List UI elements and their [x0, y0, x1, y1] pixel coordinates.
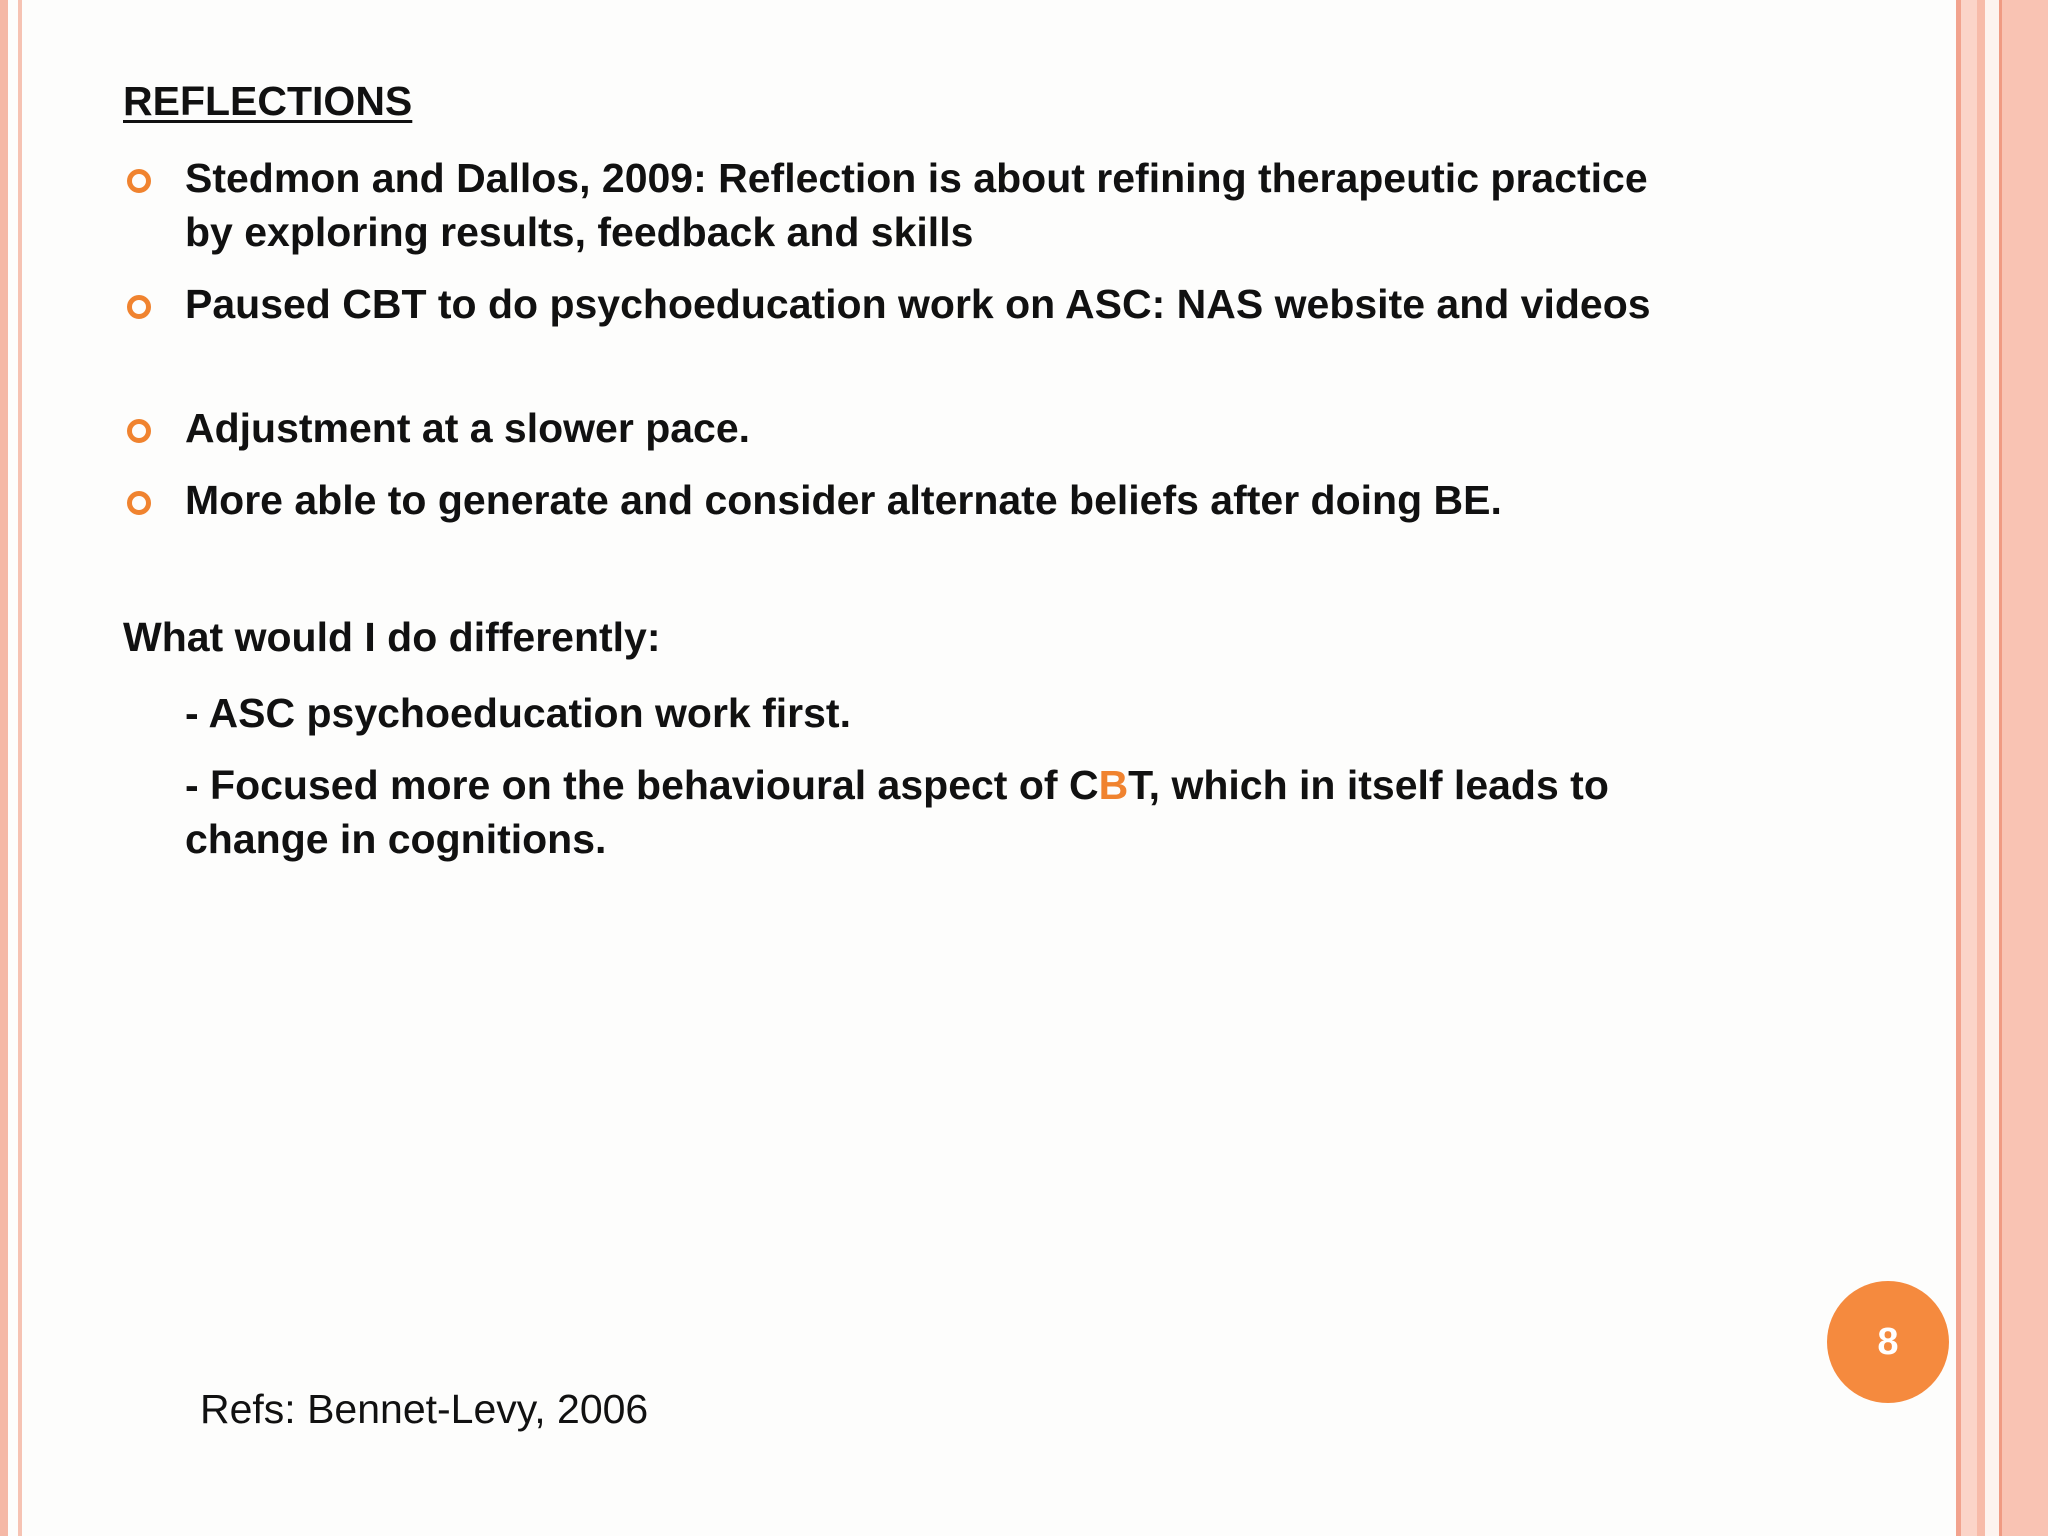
bullet-item [123, 473, 1703, 527]
page-number-badge: 8 [1827, 1281, 1949, 1403]
right-border-stripe [2002, 0, 2048, 1536]
differently-item-text: T, which in itself leads to change in cognitions. [185, 762, 1609, 862]
bullet-item [123, 151, 1703, 259]
bullet-text: Stedmon and Dallos, 2009: Reflection is about refining therapeutic practice by exploring results, feedback and skills [185, 155, 1648, 255]
differently-title: What would I do differently: [123, 614, 661, 660]
bullet-item [123, 401, 1703, 455]
bullet-text: More able to generate and consider alternate beliefs after doing BE. [185, 477, 1502, 523]
right-border-stripe [1961, 0, 1977, 1536]
differently-item-text: - Focused more on the behavioural aspect of C [185, 762, 1099, 808]
bullet-ring-icon [127, 169, 151, 193]
bullet-ring-icon [127, 419, 151, 443]
differently-item [185, 758, 1745, 866]
left-border-stripe [0, 0, 8, 1536]
bullet-item [123, 277, 1703, 331]
bullet-text: Paused CBT to do psychoeducation work on ASC: NAS website and videos [185, 281, 1651, 327]
differently-item: - ASC psychoeducation work first. [185, 690, 851, 736]
bullet-text: Adjustment at a slower pace. [185, 405, 751, 451]
accent-letter: B [1098, 762, 1129, 808]
left-border-inner-stripe [18, 0, 22, 1536]
bullet-ring-icon [127, 491, 151, 515]
slide-heading: REFLECTIONS [123, 78, 413, 124]
right-border-stripe [1985, 0, 1999, 1536]
references: Refs: Bennet-Levy, 2006 [200, 1386, 649, 1432]
right-border-stripe [1977, 0, 1985, 1536]
bullet-ring-icon [127, 295, 151, 319]
